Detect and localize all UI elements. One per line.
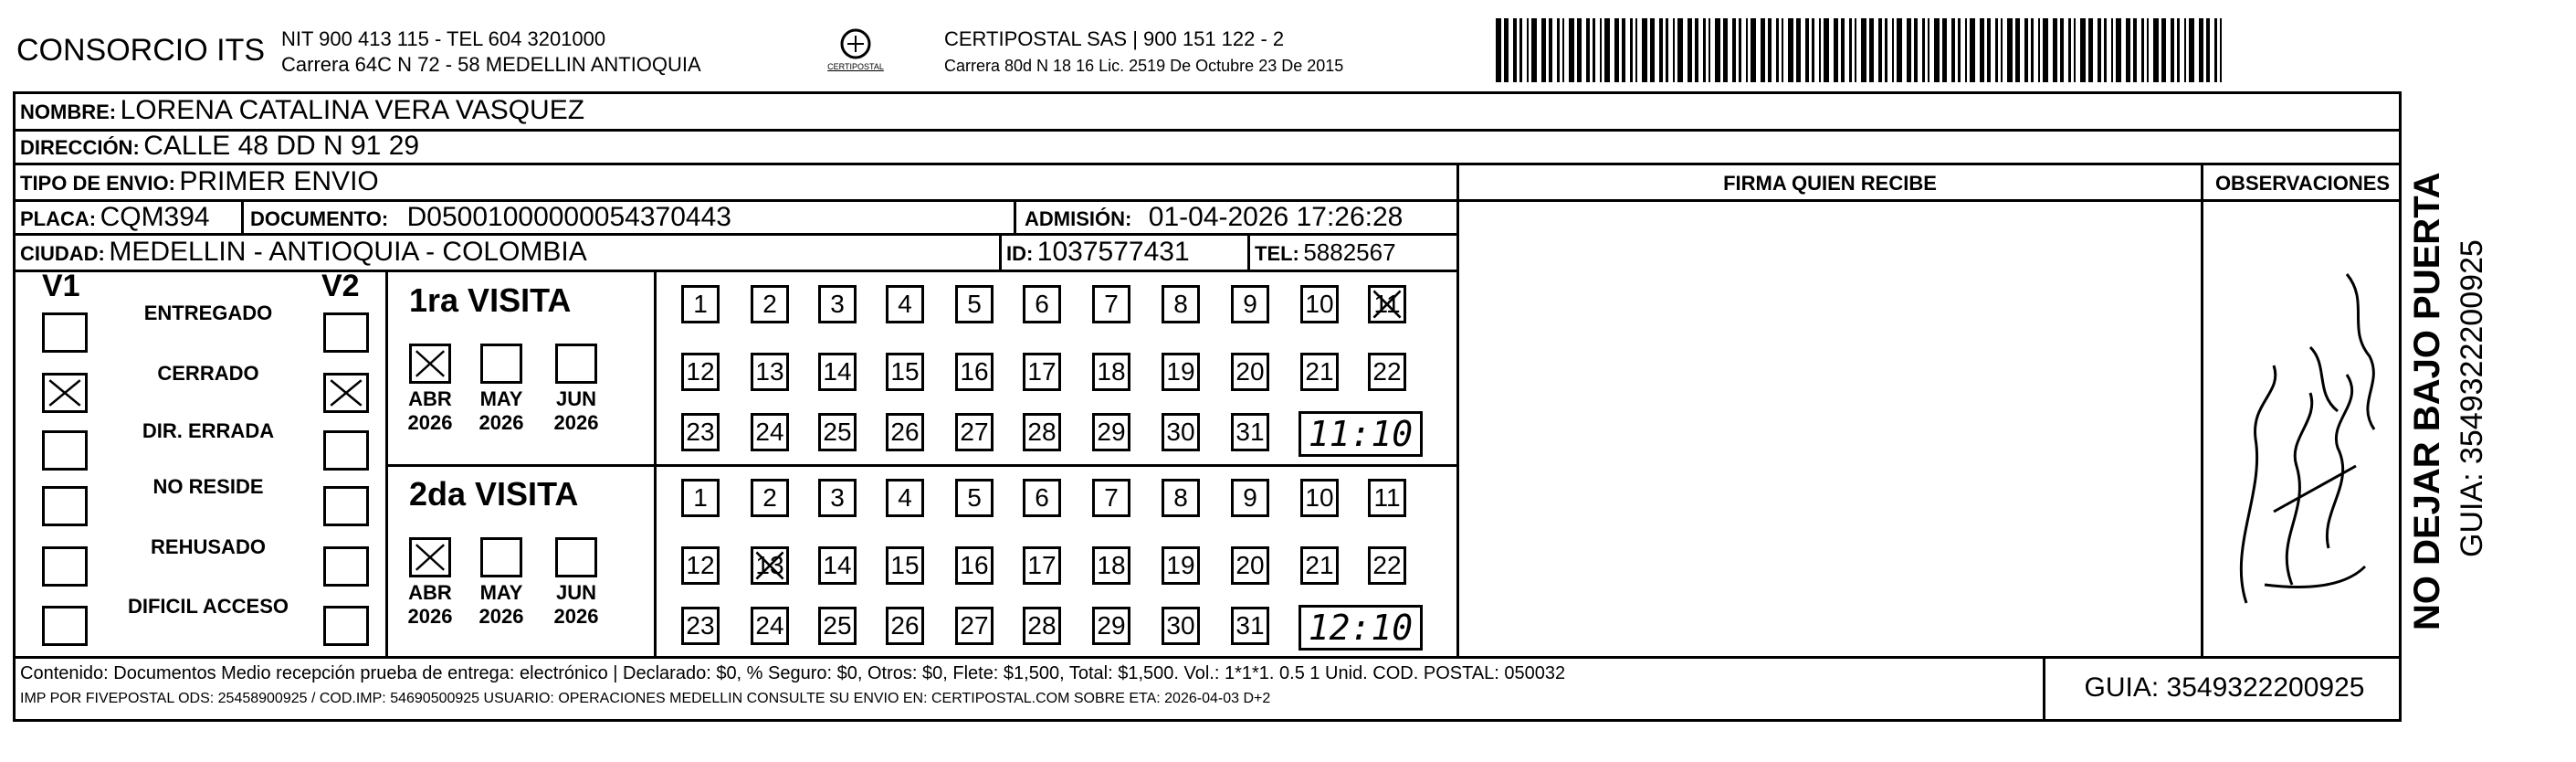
observaciones-header: OBSERVACIONES xyxy=(2214,172,2391,195)
barcode-bar xyxy=(2038,18,2040,82)
day-box[interactable]: 20 xyxy=(1231,353,1269,391)
barcode-bar xyxy=(1841,18,1845,82)
barcode-bar xyxy=(1824,18,1829,82)
barcode-bar xyxy=(2214,18,2217,82)
barcode-bar xyxy=(1746,18,1748,82)
year-label: 2026 xyxy=(553,605,599,628)
barcode-bar xyxy=(1673,18,1675,82)
day-box[interactable]: 30 xyxy=(1162,607,1200,645)
barcode-bar xyxy=(1604,18,1610,82)
barcode-bar xyxy=(2001,18,2003,82)
day-box[interactable]: 16 xyxy=(955,546,994,585)
barcode-bar xyxy=(1739,18,1741,82)
day-check-mark xyxy=(753,549,786,582)
v1-checkbox[interactable] xyxy=(42,546,88,587)
barcode-bar xyxy=(1569,18,1574,82)
day-box[interactable]: 9 xyxy=(1231,285,1269,323)
status-label: CERRADO xyxy=(157,362,259,385)
barcode-bar xyxy=(1885,18,1887,82)
year-label: 2026 xyxy=(407,605,453,628)
day-box[interactable]: 7 xyxy=(1092,479,1130,517)
nombre-row xyxy=(20,95,584,126)
barcode-bar xyxy=(1805,18,1809,82)
barcode-bar xyxy=(2043,18,2048,82)
barcode-bar xyxy=(1788,18,1793,82)
ciudad-field xyxy=(20,237,587,268)
barcode-bar xyxy=(2088,18,2093,82)
barcode-bar xyxy=(2153,18,2159,82)
tel-label: TEL: xyxy=(1255,242,1299,265)
barcode-bar xyxy=(1635,18,1637,82)
day-box[interactable]: 12 xyxy=(681,546,720,585)
barcode-bar xyxy=(1812,18,1814,82)
day-box[interactable]: 17 xyxy=(1023,546,1061,585)
year-label: 2026 xyxy=(478,605,524,628)
firma-header: FIRMA QUIEN RECIBE xyxy=(1723,172,1937,195)
logo-text: CERTIPOSTAL xyxy=(827,62,884,71)
nombre-label: NOMBRE: xyxy=(20,101,117,123)
barcode-bar xyxy=(1732,18,1736,82)
day-box-marked[interactable]: 13 xyxy=(751,546,789,585)
barcode-bar xyxy=(1768,18,1772,82)
barcode-bar xyxy=(2189,18,2194,82)
day-box[interactable]: 1 xyxy=(681,285,720,323)
barcode-bar xyxy=(2031,18,2034,82)
barcode-bar xyxy=(1892,18,1894,82)
barcode-bar xyxy=(2141,18,2144,82)
status-label: NO RESIDE xyxy=(152,475,264,498)
month-label: JUN xyxy=(555,581,596,604)
day-box[interactable]: 19 xyxy=(1162,353,1200,391)
tel-value: 5882567 xyxy=(1303,238,1396,266)
visit-title: 2da VISITA xyxy=(409,475,579,513)
day-box[interactable]: 29 xyxy=(1092,607,1130,645)
barcode-bar xyxy=(1531,18,1537,82)
status-label: DIR. ERRADA xyxy=(142,419,275,442)
barcode-bar xyxy=(2015,18,2020,82)
day-box[interactable]: 23 xyxy=(681,413,720,451)
day-box[interactable]: 2 xyxy=(751,479,789,517)
barcode-bar xyxy=(1600,18,1602,82)
barcode-bar xyxy=(2080,18,2086,82)
day-box[interactable]: 3 xyxy=(818,479,857,517)
id-value: 1037577431 xyxy=(1036,237,1190,267)
ciudad-value: MEDELLIN - ANTIOQUIA - COLOMBIA xyxy=(109,237,587,267)
month-checkbox[interactable] xyxy=(555,537,597,577)
tel-field xyxy=(1255,238,1396,267)
year-label: 2026 xyxy=(407,411,453,434)
nit-line: NIT 900 413 115 - TEL 604 3201000 xyxy=(281,27,606,50)
day-box[interactable]: 5 xyxy=(955,285,994,323)
v2-checkbox[interactable] xyxy=(323,430,369,471)
v1-checkbox[interactable] xyxy=(42,430,88,471)
day-check-mark xyxy=(1371,288,1404,321)
day-box[interactable]: 22 xyxy=(1368,353,1406,391)
documento-label: DOCUMENTO: xyxy=(250,207,389,230)
documento-value: D05001000000054370443 xyxy=(406,202,731,232)
barcode-bar xyxy=(2206,18,2210,82)
visit-time: 11:10 xyxy=(1299,411,1423,457)
barcode-bar xyxy=(1504,18,1509,82)
direccion-row xyxy=(20,131,419,162)
barcode-bar xyxy=(1861,18,1866,82)
barcode-bar xyxy=(1869,18,1874,82)
barcode-bar xyxy=(2161,18,2166,82)
barcode-bar xyxy=(1519,18,1522,82)
day-box[interactable]: 11 xyxy=(1368,479,1406,517)
barcode-bar xyxy=(2068,18,2071,82)
barcode-bar xyxy=(1834,18,1838,82)
address-line: Carrera 64C N 72 - 58 MEDELLIN ANTIOQUIA xyxy=(281,53,701,76)
month-checkbox[interactable] xyxy=(409,537,451,577)
direccion-label: DIRECCIÓN: xyxy=(20,136,140,159)
barcode-bar xyxy=(2133,18,2137,82)
day-box[interactable]: 16 xyxy=(955,353,994,391)
day-box[interactable]: 18 xyxy=(1092,353,1130,391)
barcode-bar xyxy=(2098,18,2101,82)
barcode-bar xyxy=(2053,18,2057,82)
v1-checkbox[interactable] xyxy=(42,312,88,353)
day-box[interactable]: 18 xyxy=(1092,546,1130,585)
day-box[interactable]: 29 xyxy=(1092,413,1130,451)
day-box[interactable]: 14 xyxy=(818,546,857,585)
barcode-bar xyxy=(2111,18,2113,82)
barcode-bar xyxy=(1934,18,1940,82)
barcode-bar xyxy=(1914,18,1918,82)
barcode-bar xyxy=(1688,18,1692,82)
footer-guia: GUIA: 3549322200925 xyxy=(2084,672,2365,703)
day-box[interactable]: 4 xyxy=(886,285,924,323)
barcode-bar xyxy=(1577,18,1582,82)
day-box[interactable]: 15 xyxy=(886,353,924,391)
admision-label: ADMISIÓN: xyxy=(1025,207,1132,230)
year-label: 2026 xyxy=(478,411,524,434)
day-box[interactable]: 4 xyxy=(886,479,924,517)
barcode-bar xyxy=(1776,18,1779,82)
barcode-bar xyxy=(1970,18,1975,82)
nombre-value: LORENA CATALINA VERA VASQUEZ xyxy=(120,95,585,125)
certipostal-line2: Carrera 80d N 18 16 Lic. 2519 De Octubre 23 De 2015 xyxy=(944,57,1344,75)
day-box-marked[interactable]: 11 xyxy=(1368,285,1406,323)
barcode-bar xyxy=(2171,18,2174,82)
placa-label: PLACA: xyxy=(20,207,97,230)
v1-label: V1 xyxy=(42,269,80,303)
day-box[interactable]: 27 xyxy=(955,413,994,451)
id-label: ID: xyxy=(1006,242,1034,265)
barcode-bar xyxy=(2024,18,2028,82)
v2-checkbox[interactable] xyxy=(323,546,369,587)
barcode-bar xyxy=(1987,18,1991,82)
month-label: MAY xyxy=(479,387,523,410)
footer-contenido: Contenido: Documentos Medio recepción prueba de entrega: electrónico | Declarado: $0, % Seguro: $0, Otros: $0, Flete: $1,500, Total: $1,500. Vol.: 1*1*1. 0.5 1 Unid. COD. POSTAL: 050032 xyxy=(20,663,1566,683)
ciudad-label: CIUDAD: xyxy=(20,242,105,265)
day-box[interactable]: 31 xyxy=(1231,413,1269,451)
barcode-bar xyxy=(1593,18,1595,82)
v2-checkbox[interactable] xyxy=(323,606,369,646)
barcode-bar xyxy=(2007,18,2013,82)
visit-time: 12:10 xyxy=(1299,605,1423,651)
day-box[interactable]: 14 xyxy=(818,353,857,391)
barcode-bar xyxy=(1958,18,1961,82)
barcode-bar xyxy=(1819,18,1821,82)
day-box[interactable]: 30 xyxy=(1162,413,1200,451)
month-checkbox[interactable] xyxy=(555,344,597,384)
placa-value: CQM394 xyxy=(100,202,210,232)
v2-label: V2 xyxy=(321,269,360,303)
day-box[interactable]: 26 xyxy=(886,607,924,645)
day-box[interactable]: 8 xyxy=(1162,285,1200,323)
day-box[interactable]: 24 xyxy=(751,413,789,451)
month-label: MAY xyxy=(479,581,523,604)
day-box[interactable]: 25 xyxy=(818,413,857,451)
barcode-bar xyxy=(1677,18,1683,82)
barcode-bar xyxy=(1614,18,1619,82)
v1-checkbox[interactable] xyxy=(42,486,88,526)
admision-field xyxy=(1025,202,1403,233)
v2-checkbox[interactable] xyxy=(323,312,369,353)
day-box[interactable]: 28 xyxy=(1023,413,1061,451)
barcode-bar xyxy=(1622,18,1625,82)
barcode-bar xyxy=(2104,18,2107,82)
certipostal-line1: CERTIPOSTAL SAS | 900 151 122 - 2 xyxy=(944,27,1285,50)
day-box[interactable]: 23 xyxy=(681,607,720,645)
barcode-bar xyxy=(1496,18,1501,82)
tipo-row xyxy=(20,166,379,197)
day-box[interactable]: 20 xyxy=(1231,546,1269,585)
barcode-bar xyxy=(1980,18,1984,82)
day-box[interactable]: 10 xyxy=(1300,479,1339,517)
visit-title: 1ra VISITA xyxy=(409,281,572,319)
day-box[interactable]: 6 xyxy=(1023,285,1061,323)
barcode-bar xyxy=(2147,18,2149,82)
status-label: REHUSADO xyxy=(151,535,266,558)
month-label: ABR xyxy=(408,581,452,604)
barcode-bar xyxy=(1659,18,1663,82)
barcode-bar xyxy=(1965,18,1967,82)
month-label: JUN xyxy=(555,387,596,410)
barcode-bar xyxy=(2199,18,2203,82)
placa-field xyxy=(20,202,210,233)
day-box[interactable]: 3 xyxy=(818,285,857,323)
barcode-bar xyxy=(1796,18,1801,82)
barcode-bar xyxy=(1695,18,1698,82)
day-box[interactable]: 19 xyxy=(1162,546,1200,585)
barcode-bar xyxy=(1928,18,1929,82)
barcode-bar xyxy=(1782,18,1783,82)
direccion-value: CALLE 48 DD N 91 29 xyxy=(143,131,420,161)
barcode-bar xyxy=(1849,18,1852,82)
barcode-bar xyxy=(1562,18,1564,82)
barcode-bar xyxy=(2116,18,2121,82)
v2-checkbox[interactable] xyxy=(323,373,369,413)
admision-value: 01-04-2026 17:26:28 xyxy=(1148,202,1404,232)
day-box[interactable]: 25 xyxy=(818,607,857,645)
day-box[interactable]: 10 xyxy=(1300,285,1339,323)
status-label: ENTREGADO xyxy=(143,302,273,324)
observaciones-signature xyxy=(2210,238,2392,621)
barcode-bar xyxy=(1751,18,1756,82)
barcode-bar xyxy=(1907,18,1911,82)
day-box[interactable]: 31 xyxy=(1231,607,1269,645)
barcode xyxy=(1496,18,2226,82)
day-box[interactable]: 24 xyxy=(751,607,789,645)
year-label: 2026 xyxy=(553,411,599,434)
barcode-bar xyxy=(1922,18,1925,82)
barcode-bar xyxy=(1557,18,1560,82)
company-name: CONSORCIO ITS xyxy=(16,33,266,68)
barcode-bar xyxy=(1878,18,1882,82)
barcode-bar xyxy=(1527,18,1529,82)
barcode-bar xyxy=(1650,18,1655,82)
barcode-bar xyxy=(1897,18,1902,82)
barcode-bar xyxy=(2177,18,2180,82)
v1-checkbox[interactable] xyxy=(42,373,88,413)
barcode-bar xyxy=(2184,18,2186,82)
month-label: ABR xyxy=(408,387,452,410)
day-box[interactable]: 15 xyxy=(886,546,924,585)
month-checkbox[interactable] xyxy=(480,344,522,384)
footer-imp: IMP POR FIVEPOSTAL ODS: 25458900925 / COD.IMP: 54690500925 USUARIO: OPERACIONES MEDELLIN CONSULTE SU ENVIO EN: CERTIPOSTAL.COM SOBRE ETA: 2026-04-03 D+2 xyxy=(20,691,1271,706)
day-box[interactable]: 27 xyxy=(955,607,994,645)
certipostal-logo xyxy=(815,26,897,80)
day-box[interactable]: 5 xyxy=(955,479,994,517)
barcode-bar xyxy=(1723,18,1728,82)
barcode-bar xyxy=(1761,18,1765,82)
day-box[interactable]: 7 xyxy=(1092,285,1130,323)
tipo-value: PRIMER ENVIO xyxy=(179,166,379,196)
barcode-bar xyxy=(1630,18,1633,82)
barcode-bar xyxy=(1942,18,1947,82)
day-box[interactable]: 6 xyxy=(1023,479,1061,517)
barcode-bar xyxy=(2074,18,2076,82)
barcode-bar xyxy=(1513,18,1517,82)
barcode-bar xyxy=(1703,18,1706,82)
side-guia-text: GUIA: 3549322200925 xyxy=(2455,239,2489,557)
v2-checkbox[interactable] xyxy=(323,486,369,526)
barcode-bar xyxy=(1586,18,1590,82)
day-box[interactable]: 8 xyxy=(1162,479,1200,517)
barcode-bar xyxy=(1666,18,1668,82)
month-checkbox[interactable] xyxy=(480,537,522,577)
day-box[interactable]: 9 xyxy=(1231,479,1269,517)
barcode-bar xyxy=(1541,18,1546,82)
day-box[interactable]: 13 xyxy=(751,353,789,391)
barcode-bar xyxy=(1995,18,1998,82)
v1-checkbox[interactable] xyxy=(42,606,88,646)
day-box[interactable]: 12 xyxy=(681,353,720,391)
barcode-bar xyxy=(1855,18,1856,82)
documento-field xyxy=(250,202,731,233)
day-box[interactable]: 21 xyxy=(1300,353,1339,391)
barcode-bar xyxy=(1709,18,1710,82)
day-box[interactable]: 17 xyxy=(1023,353,1061,391)
day-box[interactable]: 28 xyxy=(1023,607,1061,645)
barcode-bar xyxy=(2126,18,2130,82)
barcode-bar xyxy=(1642,18,1647,82)
barcode-bar xyxy=(2220,18,2222,82)
day-box[interactable]: 22 xyxy=(1368,546,1406,585)
tipo-label: TIPO DE ENVIO: xyxy=(20,172,175,195)
day-box[interactable]: 2 xyxy=(751,285,789,323)
barcode-bar xyxy=(1951,18,1955,82)
barcode-bar xyxy=(2060,18,2064,82)
month-checkbox[interactable] xyxy=(409,344,451,384)
day-box[interactable]: 21 xyxy=(1300,546,1339,585)
day-box[interactable]: 26 xyxy=(886,413,924,451)
status-label: DIFICIL ACCESO xyxy=(127,595,289,618)
barcode-bar xyxy=(1549,18,1552,82)
no-dejar-text: NO DEJAR BAJO PUERTA xyxy=(2407,172,2447,630)
barcode-bar xyxy=(1715,18,1720,82)
id-field xyxy=(1006,237,1190,268)
day-box[interactable]: 1 xyxy=(681,479,720,517)
